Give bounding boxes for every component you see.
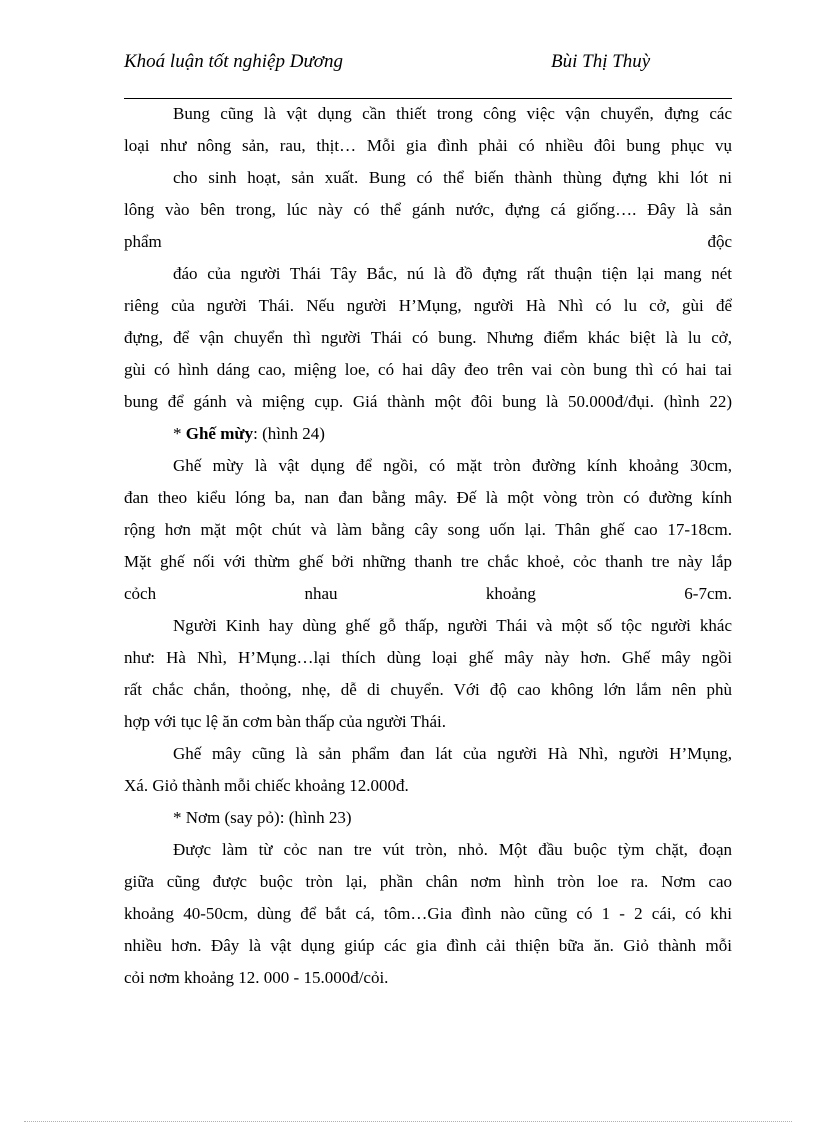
text-line: đáo của người Thái Tây Bắc, nú là đồ đựng rất thuận tiện lại mang nét <box>173 264 732 283</box>
page-header <box>124 50 732 98</box>
text-line: Được làm từ cỏc nan tre vút tròn, nhỏ. Một đầu buộc tỳm chặt, đoạn <box>173 840 732 859</box>
text-line: loại như nông sản, rau, thịt… Mỗi gia đình phải có nhiều đôi bung phục vụ <box>124 136 732 155</box>
subheading-marker: * <box>173 424 186 443</box>
text-line: phẩm độc <box>124 232 732 251</box>
text-line: đan theo kiểu lóng ba, nan đan bằng mây. Đế là một vòng tròn có đường kính <box>124 488 732 507</box>
text-line: đựng, để vận chuyển thì người Thái có bung. Nhưng điểm khác biệt là lu cở, <box>124 328 732 347</box>
subheading-nom: * Nơm (say pỏ): (hình 23) <box>173 808 352 827</box>
text-line: rộng hơn mặt một chút và làm bằng cây song uốn lại. Thân ghế cao 17-18cm. <box>124 520 732 539</box>
text-line: cỏch nhau khoảng 6-7cm. <box>124 584 732 603</box>
text-line: lông vào bên trong, lúc này có thể gánh nước, đựng cá giống…. Đây là sản <box>124 200 732 219</box>
text-line: Người Kinh hay dùng ghế gỗ thấp, người Thái và một số tộc người khác <box>173 616 732 635</box>
page-bottom-border <box>24 1121 792 1122</box>
header-thesis-title: Khoá luận tốt nghiệp Dương <box>124 51 343 72</box>
text-line: khoảng 40-50cm, dùng để bắt cá, tôm…Gia đình nào cũng có 1 - 2 cái, có khi <box>124 904 732 923</box>
subheading-ghe-muy <box>173 418 732 450</box>
text-line: nhiều hơn. Đây là vật dụng giúp các gia đình cải thiện bữa ăn. Giỏ thành mỗi <box>124 936 732 955</box>
text-line: Bung cũng là vật dụng cần thiết trong công việc vận chuyển, đựng các <box>173 104 732 123</box>
text-line: giữa cũng được buộc tròn lại, phần chân nơm hình tròn loe ra. Nơm cao <box>124 872 732 891</box>
text-line: cỏi nơm khoảng 12. 000 - 15.000đ/cỏi. <box>124 968 389 987</box>
text-line: bung để gánh và miệng cụp. Giá thành một đôi bung là 50.000đ/đụi. (hình 22) <box>124 392 732 411</box>
subheading-figure-ref: : (hình 24) <box>253 424 325 443</box>
text-line: Mặt ghế nối với thừm ghế bởi những thanh tre chắc khoẻ, cỏc thanh tre này lắp <box>124 552 732 571</box>
text-line: hợp với tục lệ ăn cơm bàn thấp của người Thái. <box>124 712 446 731</box>
text-line: Xá. Giỏ thành mỗi chiếc khoảng 12.000đ. <box>124 776 409 795</box>
subheading-term: Ghế mừy <box>185 424 254 443</box>
header-author-name: Bùi Thị Thuỳ <box>551 51 651 72</box>
text-line: Ghế mây cũng là sản phẩm đan lát của người Hà Nhì, người H’Mụng, <box>173 744 732 763</box>
text-line: gùi có hình dáng cao, miệng loe, có hai dây đeo trên vai còn bung thì có hai tai <box>124 360 732 379</box>
text-line: rất chắc chắn, thoỏng, nhẹ, dễ di chuyển. Với độ cao không lớn lắm nên phù <box>124 680 732 699</box>
text-line: riêng của người Thái. Nếu người H’Mụng, người Hà Nhì có lu cở, gùi để <box>124 296 732 315</box>
text-line: cho sinh hoạt, sản xuất. Bung có thể biến thành thùng đựng khi lót ni <box>173 168 732 187</box>
text-line: như: Hà Nhì, H’Mụng…lại thích dùng loại ghế mây này hơn. Ghế mây ngồi <box>124 648 732 667</box>
text-line: Ghế mừy là vật dụng để ngồi, có mặt tròn đường kính khoảng 30cm, <box>173 456 732 475</box>
